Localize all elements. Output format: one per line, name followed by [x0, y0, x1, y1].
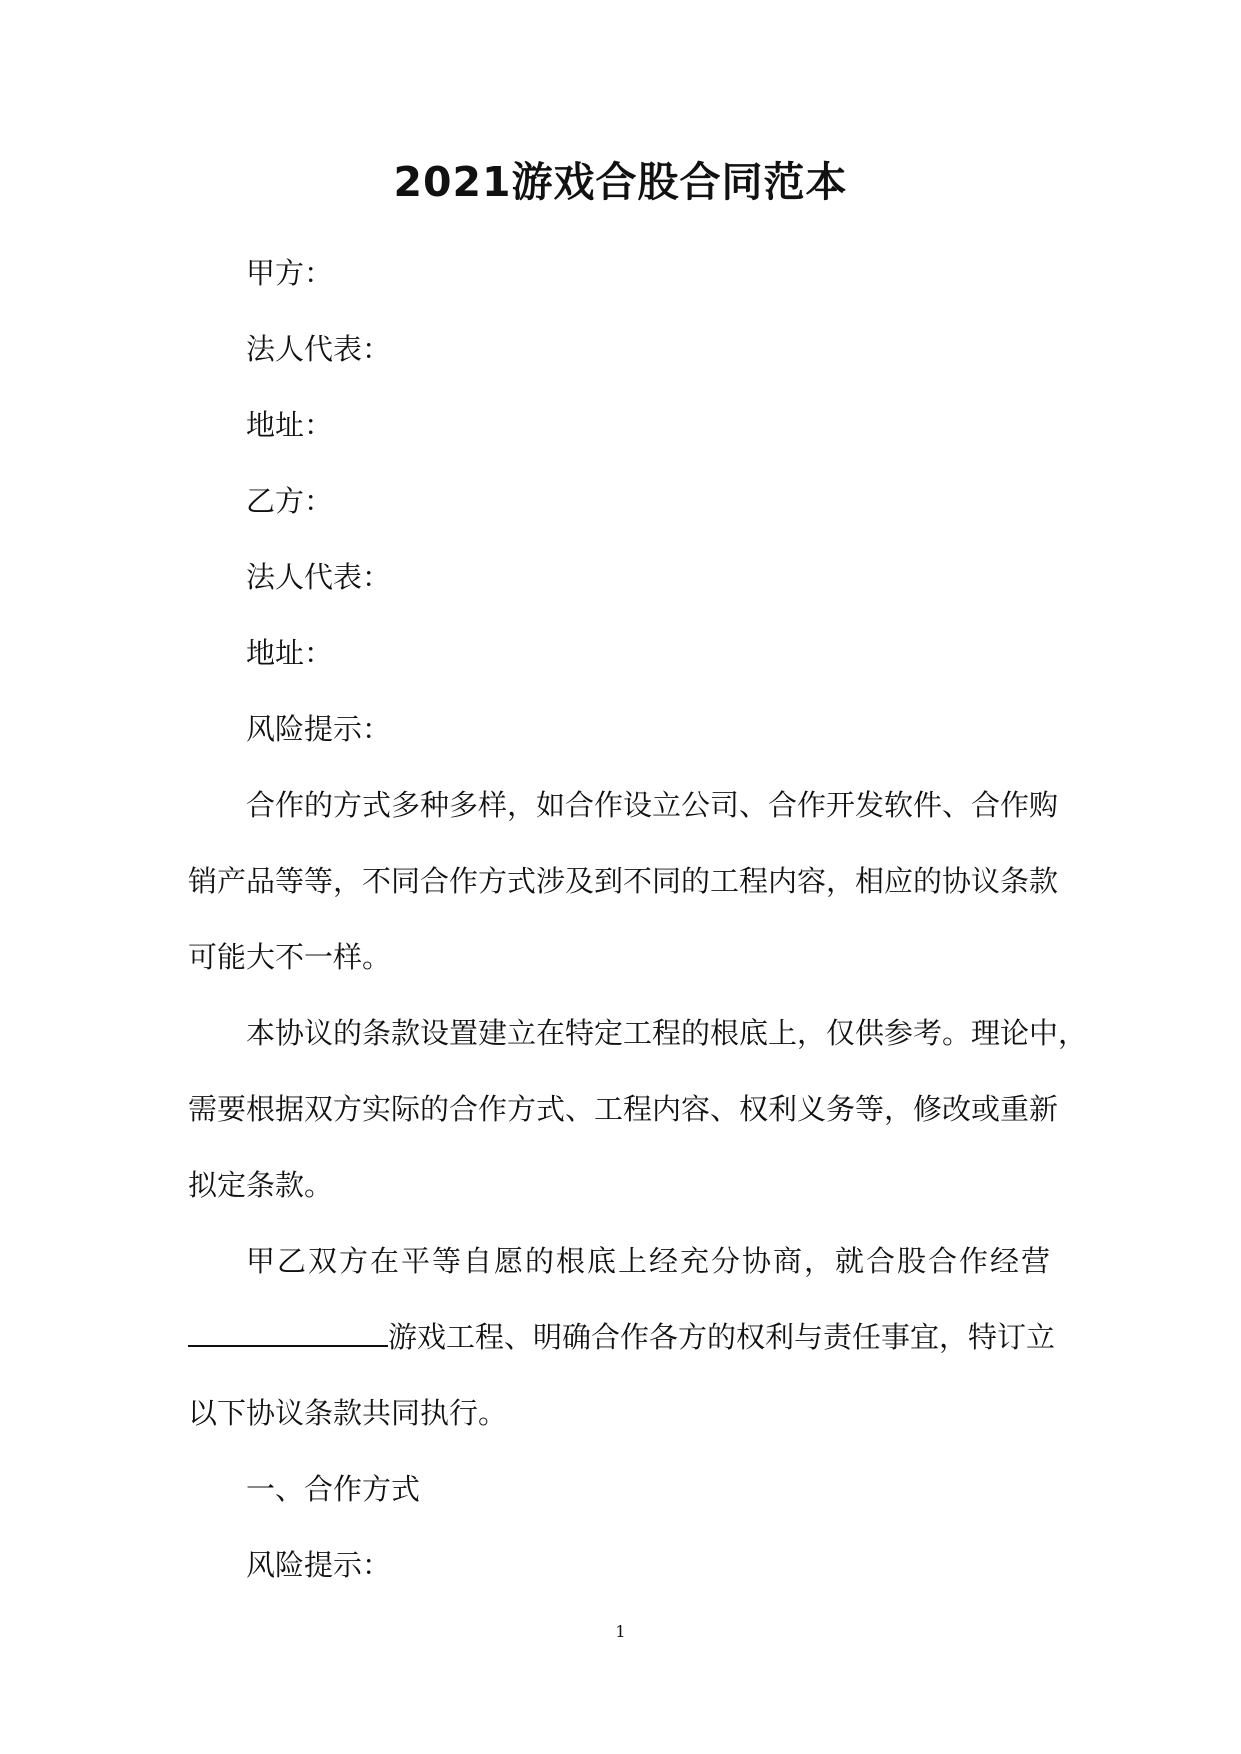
paragraph-line-text: 游戏工程、明确合作各方的权利与责任事宜，特订立 — [388, 1320, 1056, 1354]
fill-in-blank — [188, 1321, 388, 1347]
paragraph-line: 需要根据双方实际的合作方式、工程内容、权利义务等，修改或重新 — [188, 1092, 1059, 1126]
party-a-rep-label: 法人代表： — [246, 332, 392, 366]
party-b-address-label: 地址： — [246, 636, 334, 670]
paragraph-line: 可能大不一样。 — [188, 940, 392, 974]
party-a-label: 甲方： — [246, 256, 334, 290]
party-a-address-label: 地址： — [246, 408, 334, 442]
paragraph-line: 合作的方式多种多样，如合作设立公司、合作开发软件、合作购 — [246, 788, 1059, 822]
paragraph-line: 销产品等等，不同合作方式涉及到不同的工程内容，相应的协议条款 — [188, 864, 1059, 898]
paragraph-line-with-blank — [188, 1319, 1056, 1395]
document-title: 2021游戏合股合同范本 — [393, 158, 848, 206]
page-number: 1 — [615, 1622, 626, 1641]
party-b-rep-label: 法人代表： — [246, 560, 392, 594]
paragraph-line: 以下协议条款共同执行。 — [188, 1396, 508, 1430]
risk-notice-label: 风险提示： — [246, 712, 392, 746]
paragraph-line: 本协议的条款设置建立在特定工程的根底上，仅供参考。理论中， — [246, 1016, 1088, 1050]
party-b-label: 乙方： — [246, 484, 334, 518]
risk-paragraph-2 — [188, 1015, 1088, 1243]
risk-notice-label: 风险提示： — [246, 1548, 392, 1582]
section-heading: 一、合作方式 — [246, 1472, 421, 1506]
document-body — [188, 255, 1088, 1623]
paragraph-line: 拟定条款。 — [188, 1168, 334, 1202]
paragraph-line: 甲乙双方在平等自愿的根底上经充分协商，就合股合作经营 — [246, 1244, 1050, 1278]
preamble-paragraph — [188, 1243, 1056, 1471]
risk-paragraph-1 — [188, 787, 1059, 1015]
